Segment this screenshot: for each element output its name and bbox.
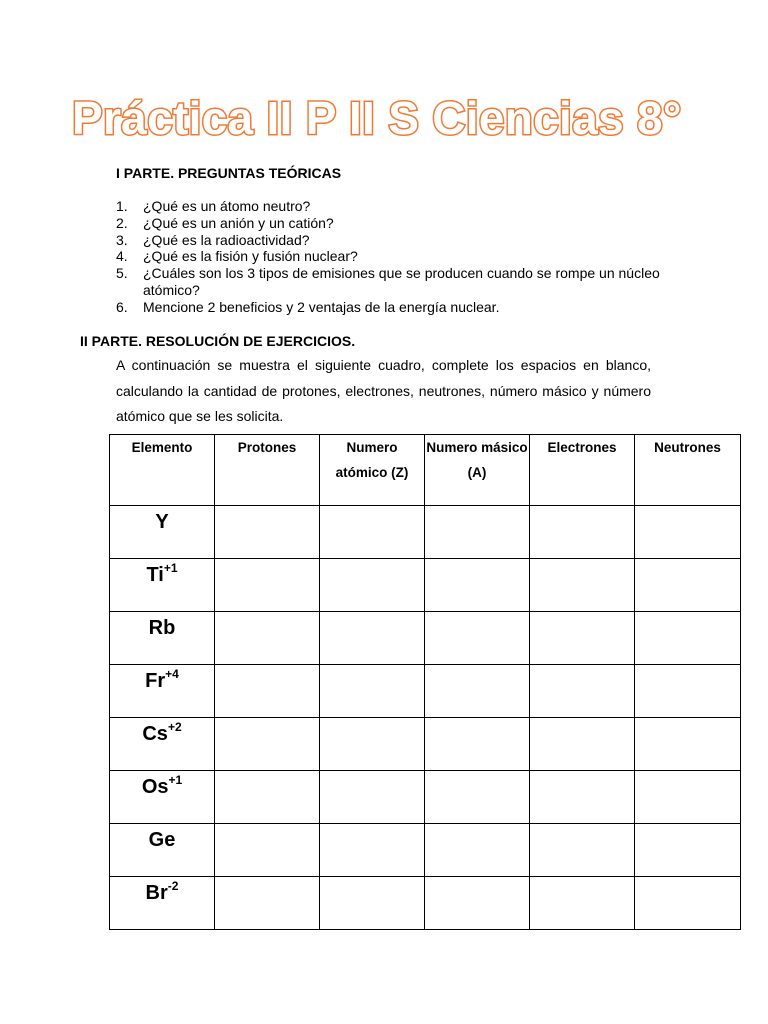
electrones-cell[interactable] bbox=[530, 771, 635, 824]
element-symbol: Cs bbox=[142, 723, 168, 745]
question-item bbox=[116, 198, 676, 215]
table-row bbox=[110, 665, 741, 718]
protones-cell[interactable] bbox=[215, 612, 320, 665]
element-symbol-cell bbox=[110, 877, 215, 930]
header-neutrones: Neutrones bbox=[635, 435, 741, 506]
numero-masico-cell[interactable] bbox=[425, 612, 530, 665]
protones-cell[interactable] bbox=[215, 771, 320, 824]
question-item bbox=[116, 232, 676, 249]
question-item bbox=[116, 299, 676, 316]
questions-list bbox=[116, 198, 676, 316]
question-item bbox=[116, 248, 676, 265]
element-charge: +4 bbox=[165, 667, 179, 681]
element-symbol: Ge bbox=[148, 829, 176, 851]
question-text: Mencione 2 beneficios y 2 ventajas de la energía nuclear. bbox=[143, 298, 500, 315]
electrones-cell[interactable] bbox=[530, 824, 635, 877]
element-symbol-cell bbox=[110, 665, 215, 718]
table-row bbox=[110, 559, 741, 612]
elements-table bbox=[109, 434, 741, 930]
element-symbol: Br bbox=[145, 882, 168, 904]
numero-masico-cell[interactable] bbox=[425, 665, 530, 718]
electrones-cell[interactable] bbox=[530, 877, 635, 930]
numero-atomico-cell[interactable] bbox=[320, 824, 425, 877]
element-symbol: Y bbox=[155, 511, 169, 533]
question-number: 2. bbox=[116, 214, 128, 231]
element-symbol-cell bbox=[110, 559, 215, 612]
numero-atomico-cell[interactable] bbox=[320, 665, 425, 718]
numero-masico-cell[interactable] bbox=[425, 824, 530, 877]
question-number: 5. bbox=[116, 265, 128, 282]
header-elemento: Elemento bbox=[110, 435, 215, 506]
neutrones-cell[interactable] bbox=[635, 506, 741, 559]
protones-cell[interactable] bbox=[215, 718, 320, 771]
header-numero-atomico: Numero atómico (Z) bbox=[320, 435, 425, 506]
protones-cell[interactable] bbox=[215, 824, 320, 877]
part2-intro: A continuación se muestra el siguiente cuadro, complete los espacios en blanco, calculando la cantidad de protones, electrones, neutrones, número másico y número atómico que se les solicita. bbox=[116, 357, 651, 424]
table-row bbox=[110, 506, 741, 559]
part1-heading: I PARTE. PREGUNTAS TEÓRICAS bbox=[116, 165, 342, 181]
electrones-cell[interactable] bbox=[530, 559, 635, 612]
table-row bbox=[110, 718, 741, 771]
electrones-cell[interactable] bbox=[530, 718, 635, 771]
question-text: ¿Qué es la radioactividad? bbox=[143, 231, 310, 248]
table-header-row bbox=[110, 435, 741, 506]
neutrones-cell[interactable] bbox=[635, 559, 741, 612]
element-symbol-cell bbox=[110, 506, 215, 559]
neutrones-cell[interactable] bbox=[635, 771, 741, 824]
numero-atomico-cell[interactable] bbox=[320, 559, 425, 612]
element-symbol-cell bbox=[110, 771, 215, 824]
element-symbol-cell bbox=[110, 612, 215, 665]
question-item bbox=[116, 265, 676, 299]
element-charge: +1 bbox=[163, 561, 178, 575]
element-symbol: Ti bbox=[146, 564, 164, 586]
element-symbol-cell bbox=[110, 718, 215, 771]
neutrones-cell[interactable] bbox=[635, 612, 741, 665]
table-row bbox=[110, 771, 741, 824]
header-electrones: Electrones bbox=[530, 435, 635, 506]
page-title: Práctica II P II S Ciencias 8° bbox=[72, 92, 682, 144]
protones-cell[interactable] bbox=[215, 559, 320, 612]
neutrones-cell[interactable] bbox=[635, 877, 741, 930]
neutrones-cell[interactable] bbox=[635, 665, 741, 718]
question-number: 3. bbox=[116, 231, 128, 248]
header-numero-masico: Numero másico (A) bbox=[425, 435, 530, 506]
question-item bbox=[116, 215, 676, 232]
question-number: 1. bbox=[116, 198, 128, 214]
table-row bbox=[110, 877, 741, 930]
numero-atomico-cell[interactable] bbox=[320, 771, 425, 824]
element-charge: -2 bbox=[167, 879, 179, 893]
electrones-cell[interactable] bbox=[530, 506, 635, 559]
question-text: ¿Qué es un anión y un catión? bbox=[143, 214, 334, 231]
neutrones-cell[interactable] bbox=[635, 824, 741, 877]
electrones-cell[interactable] bbox=[530, 665, 635, 718]
table-row bbox=[110, 612, 741, 665]
element-symbol-cell bbox=[110, 824, 215, 877]
numero-atomico-cell[interactable] bbox=[320, 718, 425, 771]
numero-atomico-cell[interactable] bbox=[320, 877, 425, 930]
element-symbol: Rb bbox=[148, 617, 176, 639]
part2-heading: II PARTE. RESOLUCIÓN DE EJERCICIOS. bbox=[80, 333, 356, 349]
question-text: ¿Qué es la fisión y fusión nuclear? bbox=[143, 248, 358, 265]
numero-masico-cell[interactable] bbox=[425, 877, 530, 930]
protones-cell[interactable] bbox=[215, 665, 320, 718]
element-symbol: Os bbox=[141, 776, 169, 798]
numero-atomico-cell[interactable] bbox=[320, 612, 425, 665]
neutrones-cell[interactable] bbox=[635, 718, 741, 771]
table-row bbox=[110, 824, 741, 877]
question-text: ¿Qué es un átomo neutro? bbox=[143, 198, 311, 214]
electrones-cell[interactable] bbox=[530, 612, 635, 665]
question-number: 4. bbox=[116, 248, 128, 265]
numero-masico-cell[interactable] bbox=[425, 771, 530, 824]
element-symbol: Fr bbox=[145, 670, 166, 692]
element-charge: +2 bbox=[167, 720, 182, 734]
numero-masico-cell[interactable] bbox=[425, 718, 530, 771]
numero-masico-cell[interactable] bbox=[425, 559, 530, 612]
protones-cell[interactable] bbox=[215, 506, 320, 559]
element-charge: +1 bbox=[168, 773, 183, 787]
protones-cell[interactable] bbox=[215, 877, 320, 930]
numero-atomico-cell[interactable] bbox=[320, 506, 425, 559]
question-text: ¿Cuáles son los 3 tipos de emisiones que se producen cuando se rompe un núcleo atómico? bbox=[143, 265, 660, 298]
numero-masico-cell[interactable] bbox=[425, 506, 530, 559]
header-protones: Protones bbox=[215, 435, 320, 506]
question-number: 6. bbox=[116, 298, 128, 315]
